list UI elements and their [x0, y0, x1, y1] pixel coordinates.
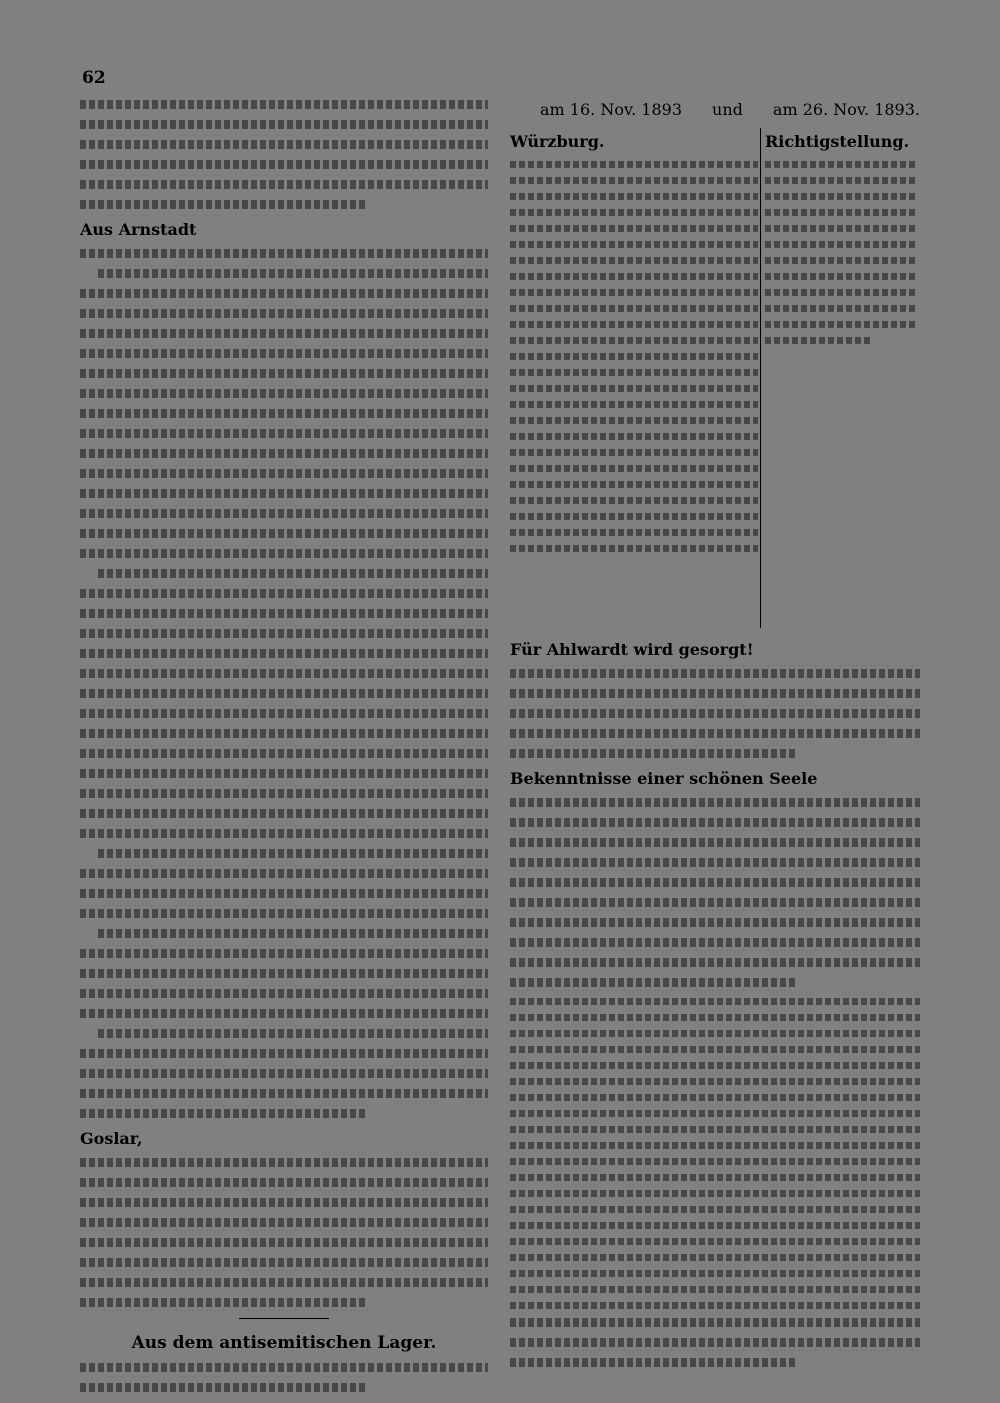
date-connector: und: [712, 100, 743, 119]
heading-wuerzburg: Würzburg.: [510, 132, 605, 151]
heading-richtigstellung: Richtigstellung.: [765, 132, 910, 151]
date-right: am 26. Nov. 1893.: [772, 100, 920, 119]
middle-column: [510, 128, 758, 561]
heading-arnstadt: Aus Arnstadt: [80, 220, 197, 239]
header-dates: [540, 100, 920, 119]
section-heading: Aus dem antisemitischen Lager.: [131, 1333, 437, 1353]
right-column: [765, 128, 917, 353]
bottom-right-column: [510, 636, 920, 1378]
heading-goslar: Goslar,: [80, 1129, 143, 1148]
page-number: 62: [82, 68, 106, 88]
left-column: [80, 100, 488, 1403]
column-divider: [760, 128, 761, 628]
heading-bekenntnisse: Bekenntnisse einer schönen Seele: [510, 769, 818, 788]
date-left: am 16. Nov. 1893: [540, 100, 682, 119]
heading-ahlwardt: Für Ahlwardt wird gesorgt!: [510, 640, 754, 659]
